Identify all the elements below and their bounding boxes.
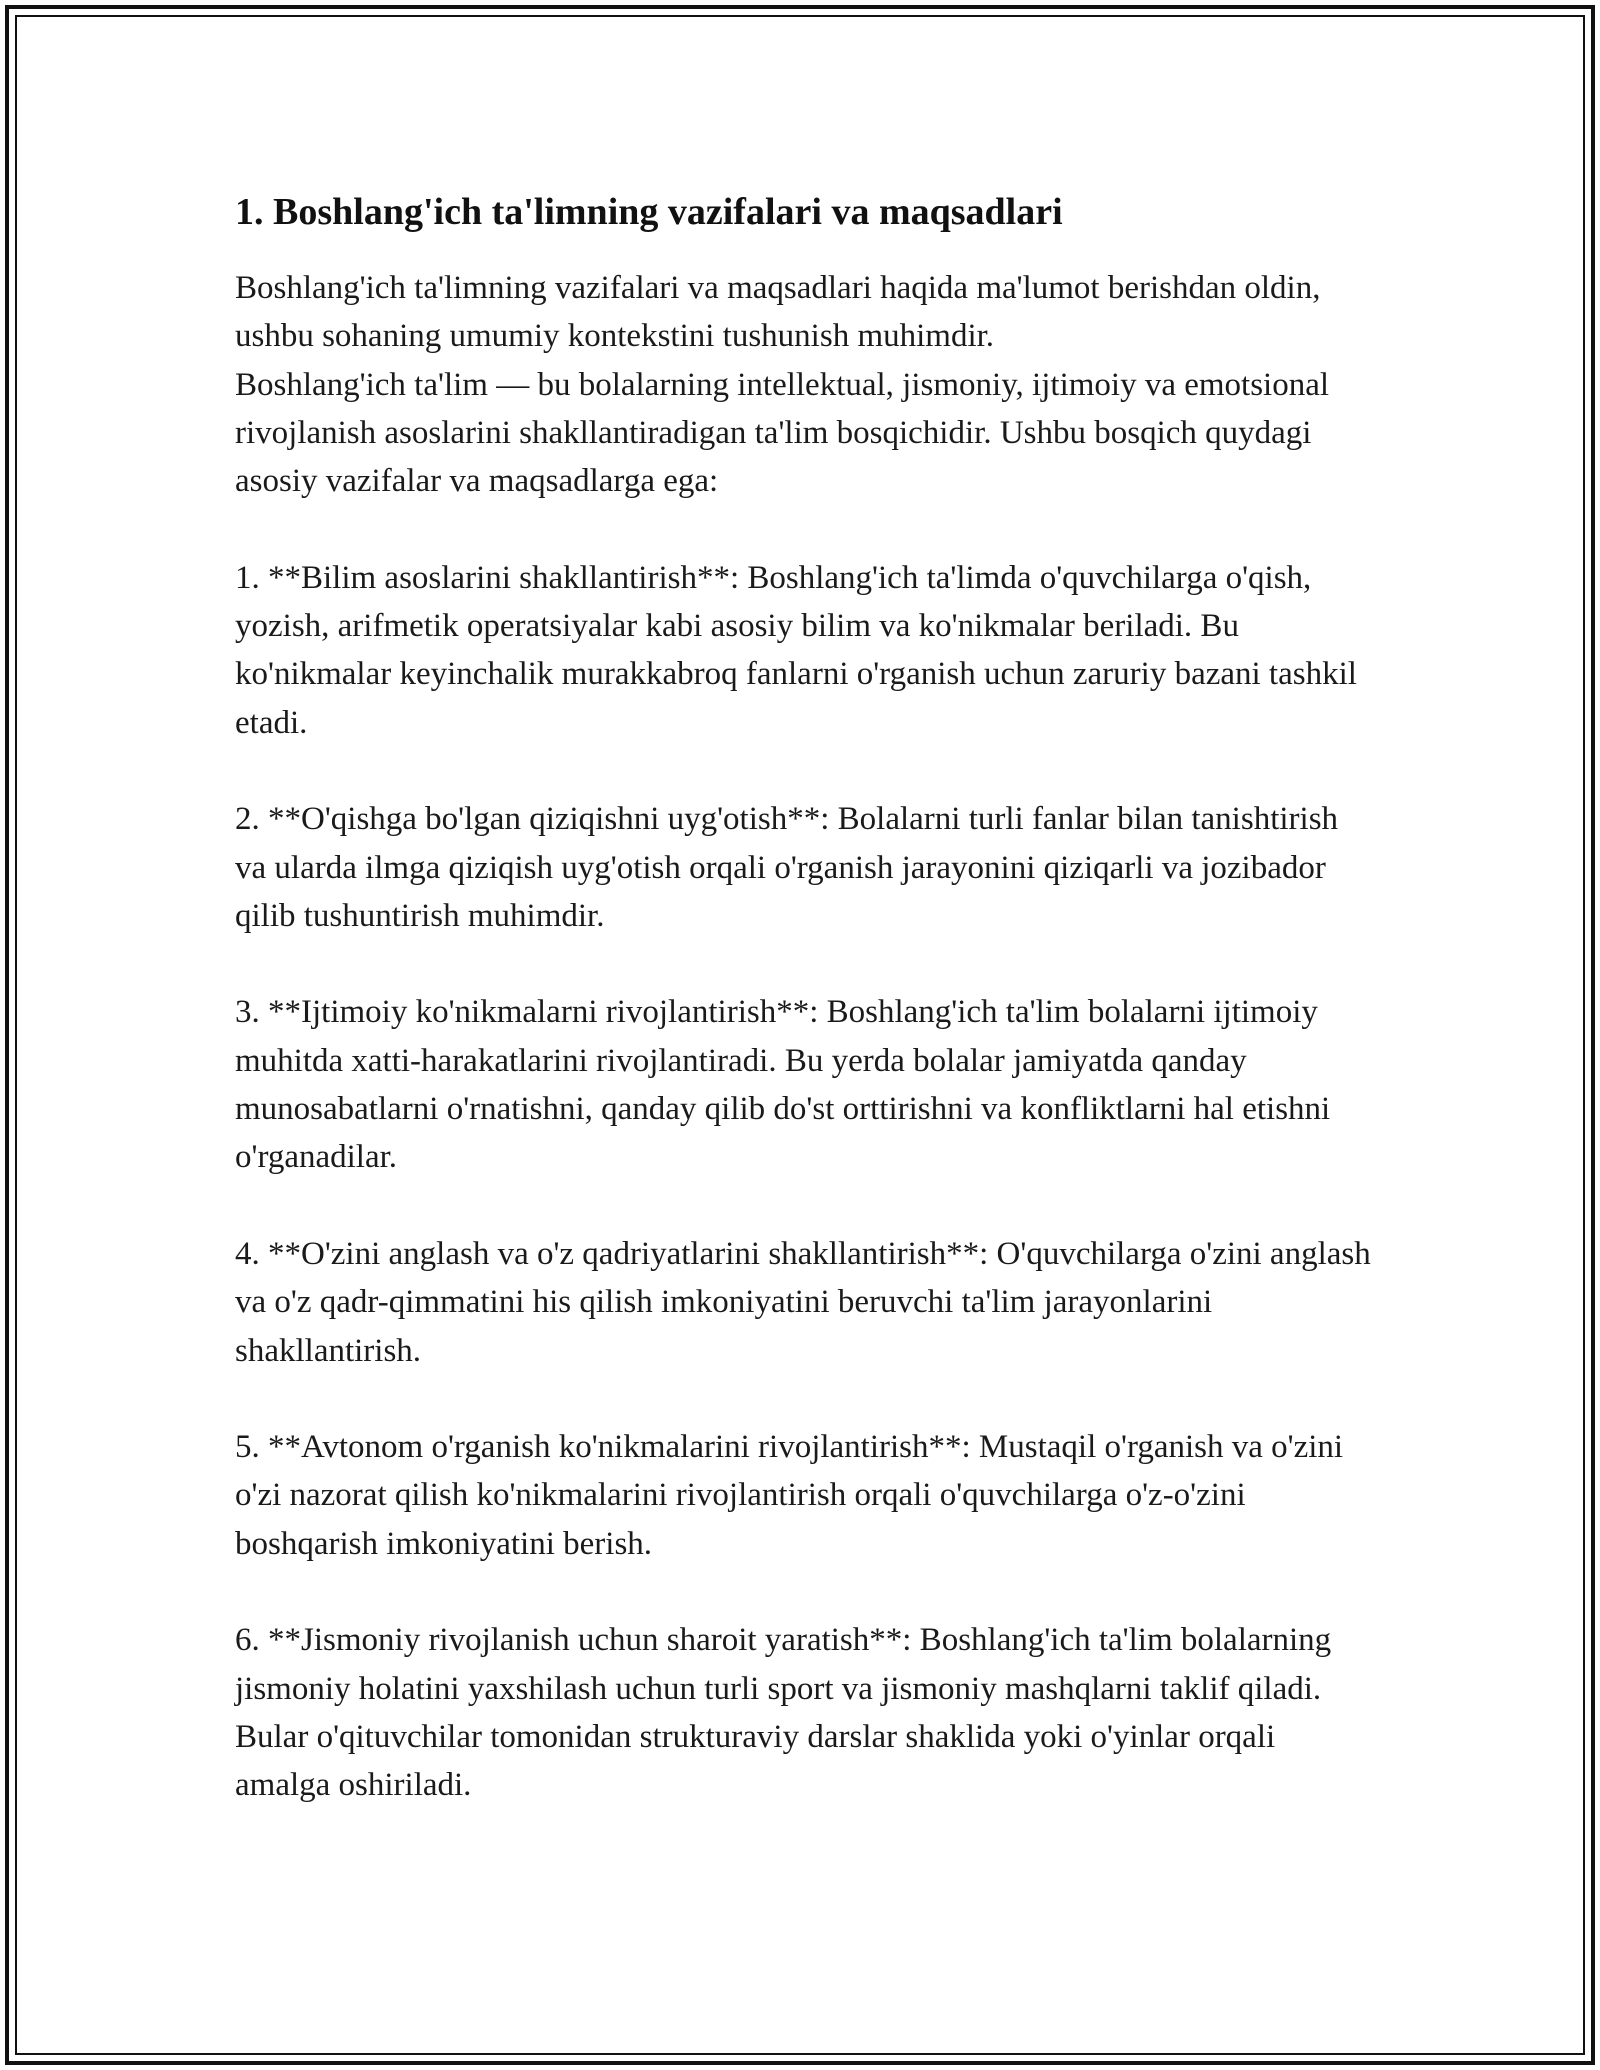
list-item-1: 1. **Bilim asoslarini shakllantirish**: Boshlang'ich ta'limda o'quvchilarga o'qish, yozish, arifmetik operatsiyalar kabi asosiy bilim va ko'nikmalar beriladi. Bu ko'nikmalar keyinchalik murakkabroq fanlarni o'rganish uchun zaruriy bazani tashkil etadi. [235, 559, 1357, 741]
list-item-6: 6. **Jismoniy rivojlanish uchun sharoit yaratish**: Boshlang'ich ta'lim bolalarning jismoniy holatini yaxshilash uchun turli sport va jismoniy mashqlarni taklif qiladi. Bular o'qituvchilar tomonidan strukturaviy darslar shaklida yoki o'yinlar orqali amalga oshiriladi. [235, 1622, 1332, 1804]
list-item-4: 4. **O'zini anglash va o'z qadriyatlarini shakllantirish**: O'quvchilarga o'zini anglash va o'z qadr-qimmatini his qilish imkoniyatini beruvchi ta'lim jarayonlarini shakllantirish. [235, 1235, 1371, 1369]
document-body [235, 188, 1375, 1858]
list-item-3: 3. **Ijtimoiy ko'nikmalarni rivojlantirish**: Boshlang'ich ta'lim bolalarni ijtimoiy muhitda xatti-harakatlarini rivojlantiradi. Bu yerda bolalar jamiyatda qanday munosabatlarni o'rnatishni, qanday qilib do'st orttirishni va konfliktlarni hal etishni o'rganadilar. [235, 994, 1331, 1176]
section-title: 1. Boshlang'ich ta'limning vazifalari va maqsadlari [235, 191, 1063, 233]
list-item-2: 2. **O'qishga bo'lgan qiziqishni uyg'otish**: Bolalarni turli fanlar bilan tanishtirish va ularda ilmga qiziqish uyg'otish orqali o'rganish jarayonini qiziqarli va jozibador qilib tushuntirish muhimdir. [235, 801, 1339, 934]
intro-paragraph: Boshlang'ich ta'limning vazifalari va maqsadlari haqida ma'lumot berishdan oldin, ushbu sohaning umumiy kontekstini tushunish muhimdir. Boshlang'ich ta'lim — bu bolalarning intellektual, jismoniy, ijtimoiy va emotsional rivojlanish asoslarini shakllantiradigan ta'lim bosqichidir. Ushbu bosqich quydagi asosiy vazifalar va maqsadlarga ega: [235, 270, 1330, 500]
list-item-5: 5. **Avtonom o'rganish ko'nikmalarini rivojlantirish**: Mustaqil o'rganish va o'zini o'zi nazorat qilish ko'nikmalarini rivojlantirish orqali o'quvchilarga o'z-o'zini boshqarish imkoniyatini berish. [235, 1429, 1344, 1562]
